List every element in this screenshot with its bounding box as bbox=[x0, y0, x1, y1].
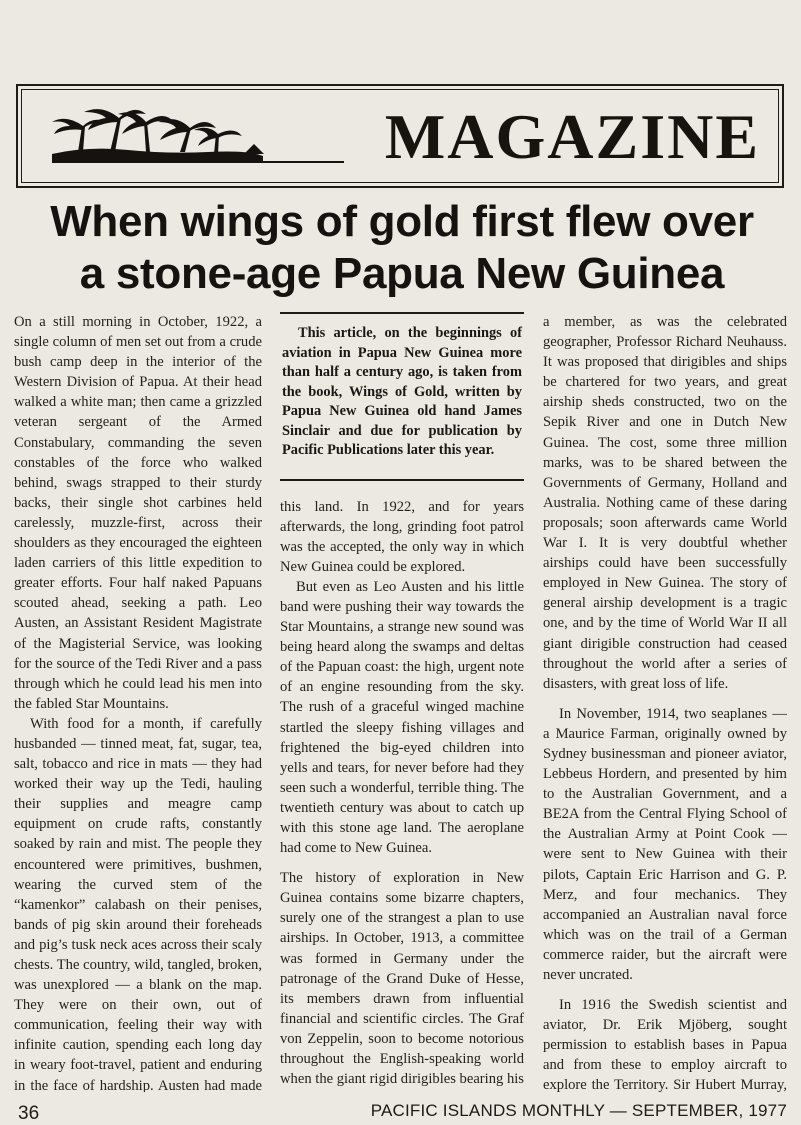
magazine-section-title: MAGAZINE bbox=[384, 101, 760, 172]
paragraph: In 1916 the Swedish scientist and aviator, Dr. Erik Mjöberg, sought permission to establish bases in Papua and from these to employ aircraft to explore the Territory. Sir Hubert Murray, bbox=[543, 997, 787, 1092]
paragraph: a member, as was the celebrated geographer, Professor Richard Neuhauss. It was proposed that dirigibles and ships be chartered for two years, and great airship sheds constructed, two on the Sepik River and one in Dutch New Guinea. The cost, some three million marks, was to be shared between the Governments of Germany, Holland and Australia. Nothing came of these daring proposals; soon afterwards came World War I. It is very doubtful whether airships could have been successfully employed in New Guinea. The story of general airship development is a tragic one, and by the time of World War II all giant dirigible construction had ceased throughout the world after a series of disasters, with great loss of life. bbox=[543, 314, 787, 692]
article-headline bbox=[16, 196, 788, 300]
paragraph: this land. In 1922, and for years afterwards, the long, grinding foot patrol was the accepted, the only way in which New Guinea could be explored. bbox=[280, 498, 524, 575]
masthead bbox=[16, 84, 784, 188]
page-number: 36 bbox=[18, 1103, 40, 1124]
paragraph: The history of exploration in New Guinea contains some bizarre chapters, surely one of the strangest a plan to use airships. In October, 1913, a committee was formed in Germany under the patronage of the Grand Duke of Hesse, its members drawn from influential financial and scientific circles. The Graf von Zeppelin, soon to become notorious throughout the English-speaking world when the giant rigid dirigibles bearing his bbox=[280, 870, 524, 1088]
body-column-2 bbox=[280, 312, 524, 1092]
body-column-3 bbox=[543, 312, 787, 1092]
body-column-1 bbox=[14, 312, 262, 1092]
paragraph: But even as Leo Austen and his little band were pushing their way towards the Star Mountains, a strange new sound was being heard along the swamps and deltas of the Papuan coast: the high, urgent note of an engine resounding from the sky. The rush of a graceful winged machine startled the sleepy fishing villages and frightened the big-eyed children into yells and tears, for never before had they seen such a wonderful, terrible thing. The twentieth century was about to catch up with this stone age land. The aeroplane had come to New Guinea. bbox=[280, 578, 524, 857]
running-footer: PACIFIC ISLANDS MONTHLY — SEPTEMBER, 1977 bbox=[370, 1101, 787, 1120]
paragraph: In November, 1914, two seaplanes — a Maurice Farman, originally owned by Sydney businessman and pioneer aviator, Lebbeus Hordern, and presented by him to the Australian Government, and a BE2A from the Central Flying School of the Australian Army at Point Cook — were sent to New Guinea with their pilots, Captain Eric Harrison and G. P. Merz, and four mechanics. They accompanied an Australian naval force which was on the trail of a German commerce raider, but the aircraft were never uncrated. bbox=[543, 705, 787, 983]
paragraph: On a still morning in October, 1922, a single column of men set out from a crude bush camp deep in the interior of the Western Division of Papua. At their head walked a white man; then came a grizzled veteran sergeant of the Armed Constabulary, commanding the seven constables of the force who walked behind, swags strapped to their sturdy backs, their single shot carbines held carelessly, muzzle-first, across their shoulders as they encouraged the eighteen laden carriers of this little expedition to greater efforts. Four half naked Papuans scouted ahead, seeking a path. Leo Austen, an Assistant Resident Magistrate of the Magisterial Service, was looking for the source of the Tedi River and a pass through which he could lead his men into the fabled Star Mountains. bbox=[14, 314, 262, 712]
palm-trees-logo-icon bbox=[48, 100, 348, 170]
intro-box bbox=[280, 312, 524, 481]
headline-line-1: When wings of gold first flew over bbox=[50, 197, 754, 246]
headline-line-2: a stone-age Papua New Guinea bbox=[79, 249, 725, 298]
paragraph: With food for a month, if carefully husbanded — tinned meat, fat, sugar, tea, salt, tobacco and rice in mats — they had worked their way up the Tedi, hauling their supplies and meagre camp equipment on crude rafts, constantly soaked by rain and mist. The people they encountered were primitives, bushmen, wearing the curved stem of the “kamenkor” calabash on their penises, bands of pig skin around their foreheads and pig’s tusk neck aces across their scaly chests. The country, wild, tangled, broken, was unexplored — a blank on the map. They were on their own, out of communication, feeling their way with infinite caution, spending each long day in weary foot-travel, patient and enduring in the face of hardship. Austen had made bbox=[14, 715, 262, 1092]
masthead-inner-frame bbox=[21, 89, 779, 183]
intro-text: This article, on the beginnings of aviation in Papua New Guinea more than half a century ago, is taken from the book, Wings of Gold, written by Papua New Guinea old hand James Sinclair and due for publication by Pacific Publications later this year. bbox=[282, 325, 522, 458]
